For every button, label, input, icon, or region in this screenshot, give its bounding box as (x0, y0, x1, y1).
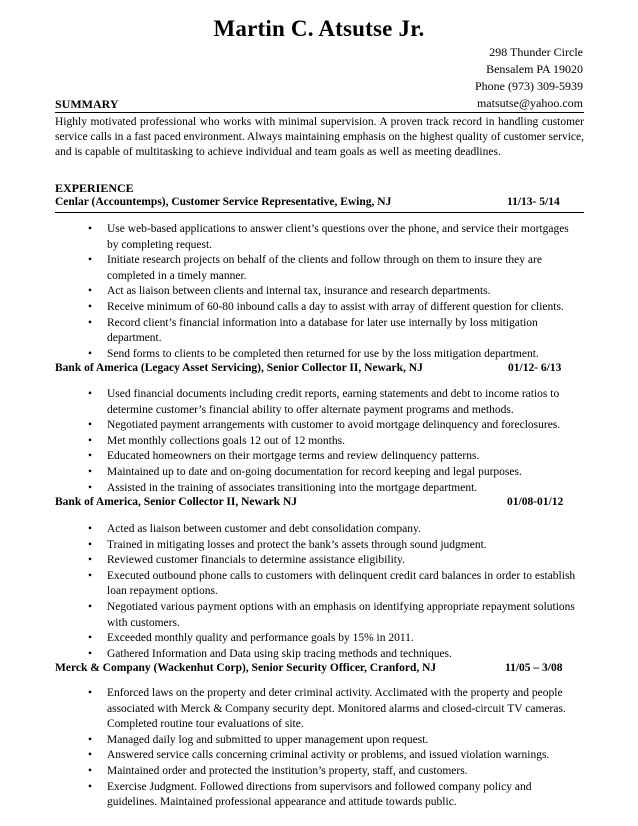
job-bullets (0, 686, 580, 811)
bullet-item: • Acted as liaison between customer and debt consolidation company. (0, 522, 580, 538)
job-dates: 11/05 – 3/08 (505, 662, 563, 674)
bullet-item: • Initiate research projects on behalf of the clients and follow through on them to insure they are completed in a timely manner. (0, 253, 580, 284)
job-title-row (55, 362, 584, 374)
job-dates: 01/12- 6/13 (508, 362, 562, 374)
phone: Phone (973) 309-5939 (475, 79, 583, 93)
bullet-item: • Managed daily log and submitted to upper management upon request. (0, 733, 580, 749)
bullet-item: • Answered service calls concerning criminal activity or problems, and issued violation warnings. (0, 748, 580, 764)
experience-rule (55, 212, 584, 213)
job-bullets (0, 222, 580, 362)
bullet-item: • Trained in mitigating losses and protect the bank’s assets through sound judgment. (0, 538, 580, 554)
job-title-row (55, 196, 584, 208)
bullet-item: • Send forms to clients to be completed then returned for use by the loss mitigation department. (0, 347, 580, 363)
bullet-item: • Exercise Judgment. Followed directions from supervisors and followed company policy and guidelines. Maintained professional appearance and attitude towards public. (0, 780, 580, 811)
bullet-item: • Receive minimum of 60-80 inbound calls a day to assist with array of different question for clients. (0, 300, 580, 316)
bullet-item: • Maintained order and protected the institution’s property, staff, and customers. (0, 764, 580, 780)
job-title-row (55, 496, 584, 508)
bullet-item: • Act as liaison between clients and internal tax, insurance and research departments. (0, 284, 580, 300)
bullet-item: • Negotiated payment arrangements with customer to avoid mortgage delinquency and foreclosures. (0, 418, 580, 434)
bullet-item: • Used financial documents including credit reports, earning statements and debt to income ratios to determine customer’s financial ability to offer alternate payment programs and methods. (0, 387, 580, 418)
bullet-item: • Use web-based applications to answer client’s questions over the phone, and service their mortgages by completing request. (0, 222, 580, 253)
job-title: Bank of America, Senior Collector II, Newark NJ (55, 496, 298, 508)
bullet-item: • Exceeded monthly quality and performance goals by 15% in 2011. (0, 631, 580, 647)
bullet-item: • Executed outbound phone calls to customers with delinquent credit card balances in order to establish loan repayment options. (0, 569, 580, 600)
contact-block (475, 44, 583, 112)
bullet-item: • Negotiated various payment options with an emphasis on identifying appropriate repayment solutions with customers. (0, 600, 580, 631)
bullet-item: • Met monthly collections goals 12 out of 12 months. (0, 434, 580, 450)
address-line-2: Bensalem PA 19020 (486, 62, 583, 76)
address-line-1: 298 Thunder Circle (489, 45, 583, 59)
summary-rule (55, 112, 584, 113)
summary-heading: SUMMARY (55, 97, 119, 111)
experience-heading: EXPERIENCE (55, 181, 134, 195)
summary-text: Highly motivated professional who works with minimal supervision. A proven track record in handling customer service calls in a fast paced environment. Always maintaining emphasis on the highest quality of customer service, and is capable of multitasking to achieve individual and team goals as well as meeting deadlines. (55, 116, 584, 158)
job-title-row (55, 662, 584, 674)
email: matsutse@yahoo.com (476, 96, 583, 110)
bullet-item: • Assisted in the training of associates transitioning into the mortgage department. (0, 481, 580, 497)
job-dates: 11/13- 5/14 (507, 196, 560, 208)
bullet-item: • Gathered Information and Data using skip tracing methods and techniques. (0, 647, 580, 663)
bullet-item: • Educated homeowners on their mortgage terms and review delinquency patterns. (0, 449, 580, 465)
job-title: Cenlar (Accountemps), Customer Service Representative, Ewing, NJ (55, 196, 392, 208)
job-bullets (0, 387, 580, 496)
bullet-item: • Record client’s financial information into a database for later use internally by loss mitigation department. (0, 316, 580, 347)
bullet-item: • Enforced laws on the property and deter criminal activity. Acclimated with the property and people associated with Merck & Company security dept. Monitored alarms and closed-circuit TV cameras. Completed routine tour evaluations of site. (0, 686, 580, 733)
job-title: Merck & Company (Wackenhut Corp), Senior Security Officer, Cranford, NJ (55, 662, 437, 674)
job-bullets (0, 522, 580, 662)
bullet-item: • Maintained up to date and on-going documentation for record keeping and legal purposes. (0, 465, 580, 481)
job-title: Bank of America (Legacy Asset Servicing), Senior Collector II, Newark, NJ (55, 362, 423, 374)
candidate-name: Martin C. Atsutse Jr. (213, 16, 425, 41)
job-dates: 01/08-01/12 (507, 496, 564, 508)
bullet-item: • Reviewed customer financials to determine assistance eligibility. (0, 553, 580, 569)
